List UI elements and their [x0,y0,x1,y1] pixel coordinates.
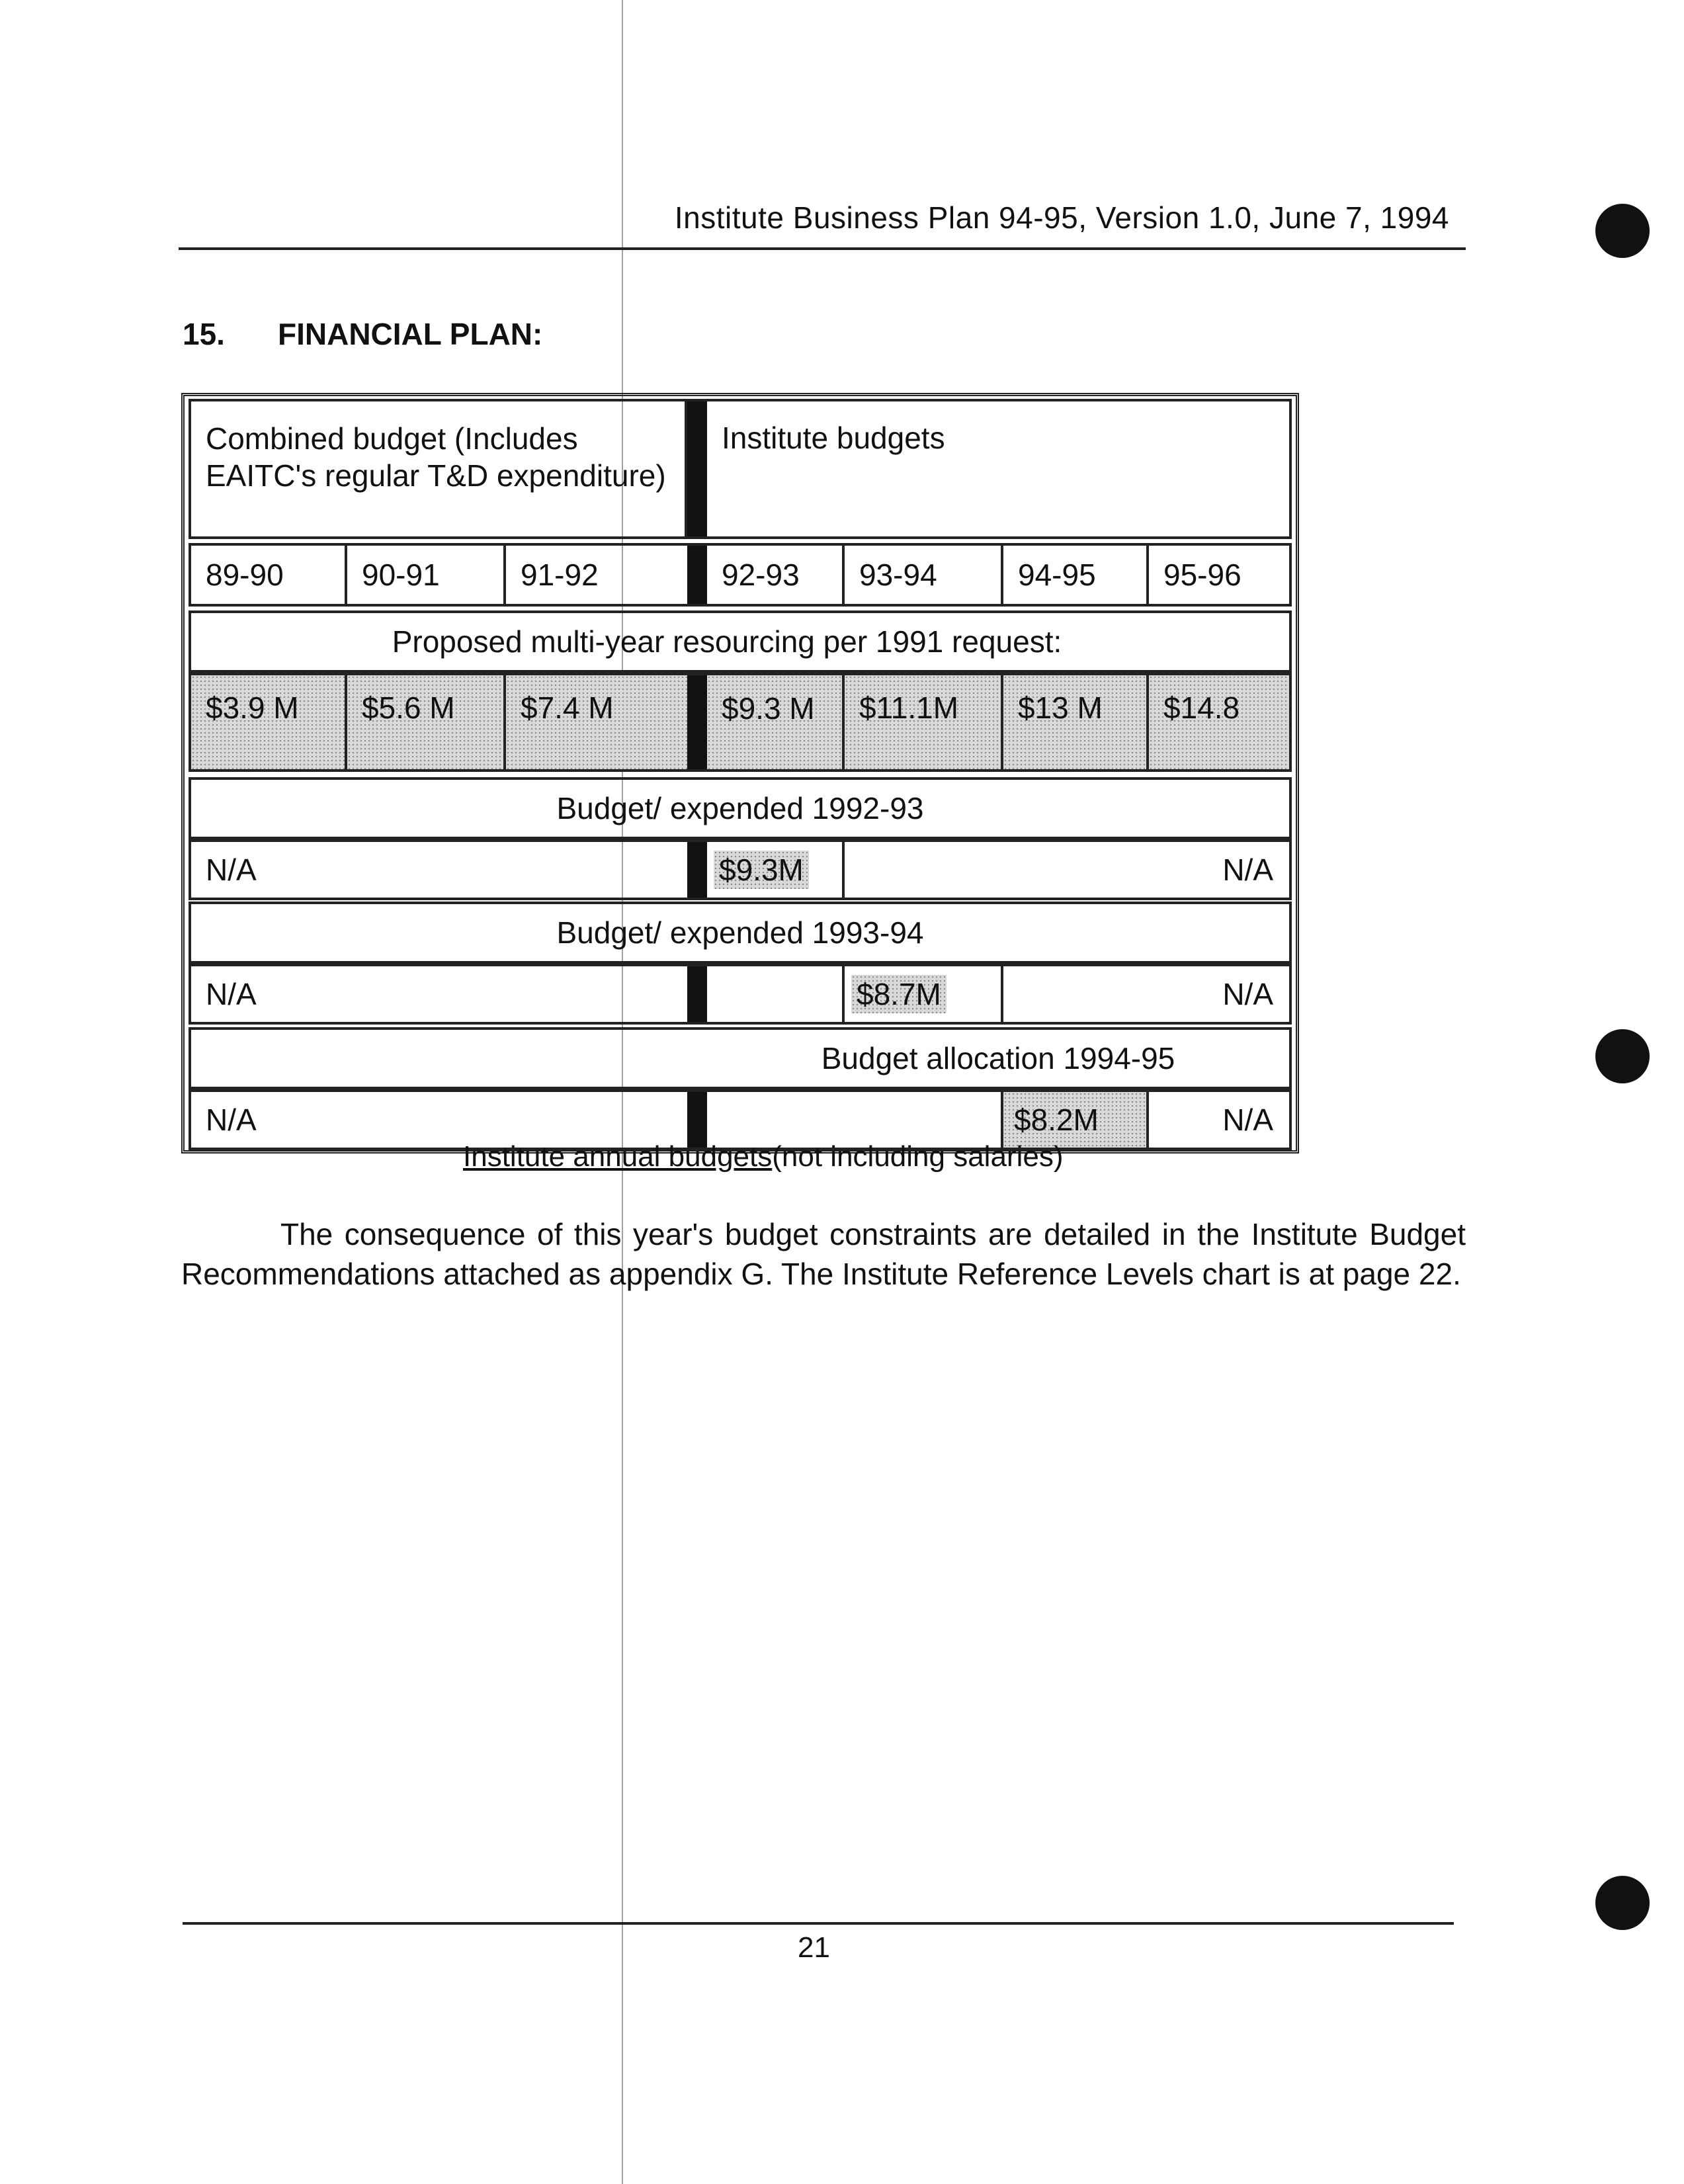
punch-hole-bottom [1595,1876,1650,1930]
punch-hole-top [1595,204,1650,258]
allocation-9495-label: Budget allocation 1994-95 [821,1041,1175,1075]
expended-9394-row [189,964,1292,1025]
year-cell: 90-91 [347,546,506,604]
paragraph-text: The consequence of this year's budget constraints are detailed in the Institute Budget Recommendations attached as appendix G. The Institute Reference Levels chart is at page 22. [181,1217,1466,1291]
na-cell: N/A [1222,853,1273,887]
table-caption [463,1140,1063,1173]
caption-underlined: Institute annual budgets [463,1140,773,1173]
budget-table [181,393,1299,1154]
allocation-9495-value: $8.2M [1003,1092,1149,1148]
running-header: Institute Business Plan 94-95, Version 1.0, June 7, 1994 [674,200,1449,235]
expended-9293-row [189,839,1292,900]
expended-value-cell [845,966,1003,1022]
divider-bar [687,1092,707,1148]
proposed-value-cell: $14.8 [1149,675,1289,769]
expended-value-cell [707,842,845,898]
proposed-value-cell: $9.3 M [707,675,845,769]
empty-cell [707,1092,1003,1148]
header-rule [179,247,1466,250]
expended-9394-label-row [189,902,1292,964]
proposed-value-cell: $3.9 M [191,675,347,769]
section-title: FINANCIAL PLAN: [278,317,543,351]
caption-rest: (not including salaries) [772,1140,1064,1173]
year-cell: 91-92 [521,558,599,592]
na-cell: N/A [206,977,257,1011]
na-cell: N/A [1222,977,1273,1011]
years-row [189,543,1292,607]
proposed-value-cell: $11.1M [845,675,1003,769]
year-cell: 92-93 [707,546,845,604]
expended-9293-value: $9.3M [714,851,809,889]
proposed-label: Proposed multi-year resourcing per 1991 request: [392,624,1062,659]
year-cell: 93-94 [845,546,1003,604]
section-number: 15. [183,317,225,351]
proposed-value-cell: $13 M [1003,675,1149,769]
proposed-values-row [189,673,1292,772]
na-cell: N/A [206,1103,257,1137]
proposed-value-cell: $7.4 M [506,675,687,769]
proposed-value-cell: $5.6 M [347,675,506,769]
allocation-9495-label-row [189,1027,1292,1089]
section-heading [183,316,542,352]
year-cell: 94-95 [1003,546,1149,604]
combined-budget-header: Combined budget (Includes EAITC's regular T&D expenditure) [191,401,687,536]
proposed-label-row [189,610,1292,673]
divider-bar [687,842,707,898]
body-paragraph [181,1214,1466,1294]
divider-bar [687,401,707,536]
punch-hole-middle [1595,1029,1650,1083]
na-cell: N/A [206,853,257,887]
expended-9293-label-row [189,777,1292,839]
expended-9394-value: $8.7M [851,975,947,1013]
footer-rule [183,1922,1454,1925]
divider-bar [687,546,707,604]
divider-bar [687,966,707,1022]
institute-budgets-header: Institute budgets [722,421,945,455]
expended-9394-label: Budget/ expended 1993-94 [556,915,924,950]
page-number: 21 [798,1931,830,1964]
year-cell: 95-96 [1163,558,1242,592]
divider-bar [687,675,707,769]
year-cell: 89-90 [191,546,347,604]
expended-9293-label: Budget/ expended 1992-93 [556,791,924,825]
na-cell: N/A [1222,1103,1273,1137]
empty-cell [707,966,845,1022]
table-header-row [189,399,1292,539]
